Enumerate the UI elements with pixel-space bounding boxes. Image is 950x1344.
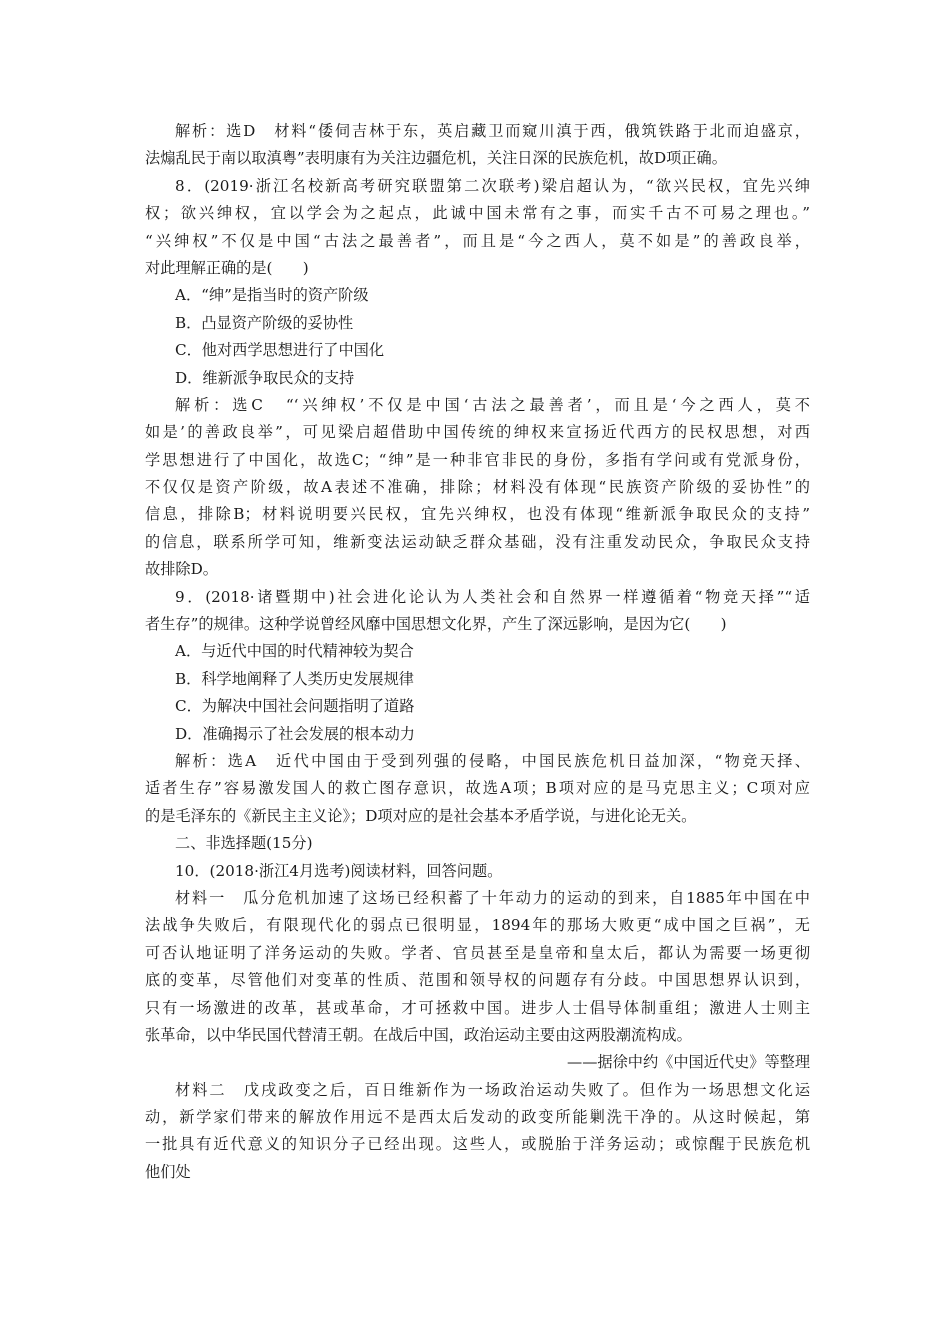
text-line: 解析：选C “‘兴绅权’不仅是中国‘古法之最善者’，而且是‘今之西人，莫不: [175, 395, 810, 414]
text-line: 如是’的善政良举”，可见梁启超借助中国传统的绅权来宣扬近代西方的民权思想，对西: [145, 423, 810, 442]
text-line: 底的变革，尽管他们对变革的性质、范围和领导权的问题存有分歧。中国思想界认识到，: [145, 971, 810, 990]
text-line: B．科学地阐释了人类历史发展规律: [175, 669, 414, 688]
text-line: 不仅仅是资产阶级，故A表述不准确，排除；材料没有体现“民族资产阶级的妥协性”的: [145, 478, 810, 497]
text-line: 动，新学家们带来的解放作用远不是西太后发动的政变所能剿洗干净的。从这时候起，第: [145, 1108, 810, 1127]
text-line: 法战争失败后，有限现代化的弱点已很明显，1894年的那场大败更“成中国之巨祸”，无: [145, 916, 810, 935]
text-line: B．凸显资产阶级的妥协性: [175, 313, 354, 332]
text-line: 他们处: [145, 1162, 191, 1181]
text-line: 可否认地证明了洋务运动的失败。学者、官员甚至是皇帝和皇太后，都认为需要一场更彻: [145, 943, 810, 962]
text-line: 的是毛泽东的《新民主主义论》；D项对应的是社会基本矛盾学说，与进化论无关。: [145, 806, 697, 825]
text-line: C．为解决中国社会问题指明了道路: [175, 697, 415, 716]
text-line: 二、非选择题(15分): [175, 834, 313, 853]
text-line: 对此理解正确的是( ): [145, 258, 309, 277]
text-line: 解析：选D 材料“倭伺吉林于东，英启藏卫而窥川滇于西，俄筑铁路于北而迫盛京，: [175, 122, 810, 140]
text-line: 者生存”的规律。这种学说曾经风靡中国思想文化界，产生了深远影响，是因为它( ): [145, 615, 727, 634]
text-line: 的信息，联系所学可知，维新变法运动缺乏群众基础，没有注重发动民众，争取民众支持: [145, 532, 810, 551]
text-line: 适者生存”容易激发国人的救亡图存意识，故选A项；B项对应的是马克思主义；C项对应: [145, 779, 810, 798]
text-line: 信息，排除B；材料说明要兴民权，宜先兴绅权，也没有体现“维新派争取民众的支持”: [145, 505, 810, 524]
text-line: C．他对西学思想进行了中国化: [175, 341, 385, 360]
text-line: 9．(2018·诸暨期中)社会进化论认为人类社会和自然界一样遵循着“物竞天择”“适: [175, 587, 810, 606]
text-line: ——据徐中约《中国近代史》等整理: [567, 1053, 810, 1072]
text-line: A．与近代中国的时代精神较为契合: [175, 642, 414, 661]
text-line: 材料一 瓜分危机加速了这场已经积蓄了十年动力的运动的到来，自1885年中国在中: [175, 888, 810, 907]
text-line: D．维新派争取民众的支持: [175, 368, 355, 387]
text-line: 权；欲兴绅权，宜以学会为之起点，此诚中国未常有之事，而实千古不可易之理也。”: [145, 204, 810, 223]
text-line: 一批具有近代意义的知识分子已经出现。这些人，或脱胎于洋务运动；或惊醒于民族危机: [145, 1135, 810, 1154]
text-line: 法煽乱民于南以取滇粤”表明康有为关注边疆危机，关注日深的民族危机，故D项正确。: [145, 149, 727, 168]
text-line: 10．(2018·浙江4月选考)阅读材料，回答问题。: [175, 861, 503, 880]
text-line: 故排除D。: [145, 560, 218, 579]
text-line: 张革命，以中华民国代替清王朝。在战后中国，政治运动主要由这两股潮流构成。: [145, 1025, 692, 1044]
document-page: [145, 118, 810, 1186]
text-line: 学思想进行了中国化，故选C；“绅”是一种非官非民的身份，多指有学问或有党派身份，: [145, 450, 810, 469]
text-line: 8．(2019·浙江名校新高考研究联盟第二次联考)梁启超认为，“欲兴民权，宜先兴绅: [175, 176, 810, 195]
text-line: D．准确揭示了社会发展的根本动力: [175, 724, 415, 743]
text-line: “兴绅权”不仅是中国“古法之最善者”，而且是“今之西人，莫不如是”的善政良举，: [145, 231, 810, 250]
text-line: 材料二 戊戌政变之后，百日维新作为一场政治运动失败了。但作为一场思想文化运: [175, 1080, 810, 1099]
text-line: 只有一场激进的改革，甚或革命，才可拯救中国。进步人士倡导体制重组；激进人士则主: [145, 998, 810, 1017]
text-line: 解析：选A 近代中国由于受到列强的侵略，中国民族危机日益加深，“物竞天择、: [175, 751, 810, 770]
text-line: A．“绅”是指当时的资产阶级: [175, 286, 369, 305]
